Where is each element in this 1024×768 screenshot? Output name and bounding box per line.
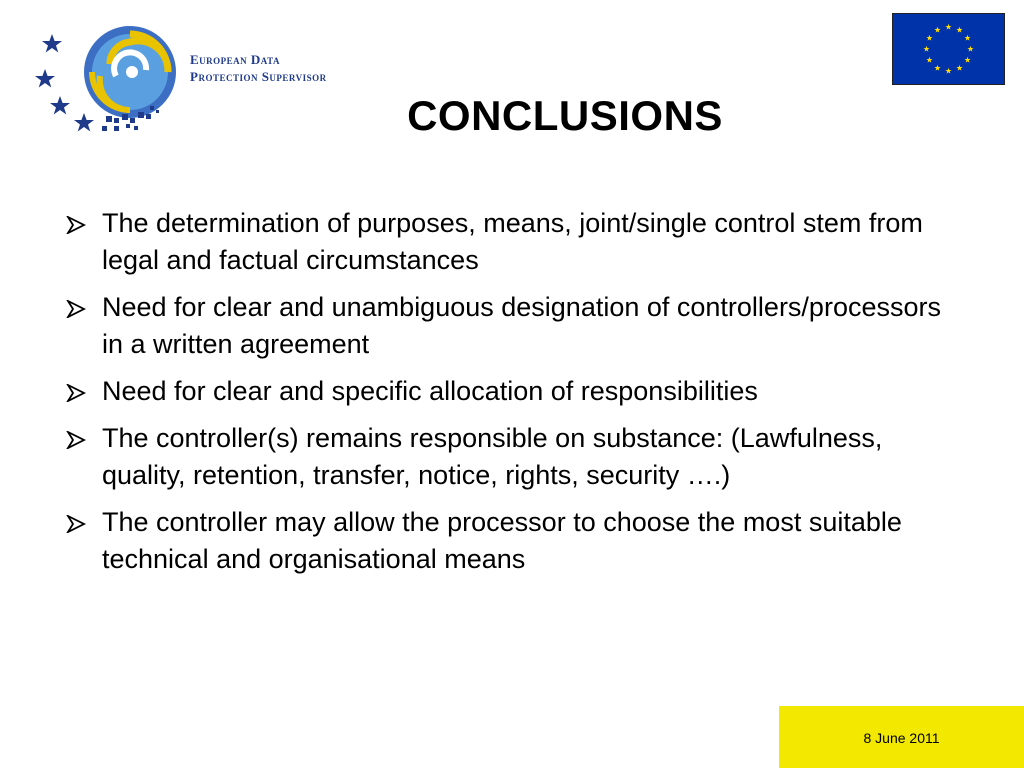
bullet-item (66, 289, 966, 363)
bullet-item (66, 504, 966, 578)
footer-box (779, 706, 1024, 768)
bullet-text: The controller may allow the processor to choose the most suitable technical and organisational means (102, 507, 902, 574)
eu-flag-icon (892, 13, 1005, 85)
bullet-item (66, 205, 966, 279)
footer-date: 8 June 2011 (863, 730, 940, 746)
arrow-bullet-icon (66, 384, 86, 402)
bullet-item (66, 373, 966, 410)
bullet-text: The determination of purposes, means, joint/single control stem from legal and factual circumstances (102, 208, 923, 275)
logo-wordmark (190, 51, 327, 85)
slide-title: CONCLUSIONS (407, 92, 723, 139)
arrow-bullet-icon (66, 431, 86, 449)
logo-line-2: Protection Supervisor (190, 69, 327, 84)
arrow-bullet-icon (66, 216, 86, 234)
bullet-text: Need for clear and unambiguous designation of controllers/processors in a written agreement (102, 292, 941, 359)
arrow-bullet-icon (66, 515, 86, 533)
bullet-list (66, 205, 966, 588)
bullet-item (66, 420, 966, 494)
logo-line-1: European Data (190, 52, 280, 67)
arrow-bullet-icon (66, 300, 86, 318)
bullet-text: Need for clear and specific allocation of responsibilities (102, 376, 758, 406)
bullet-text: The controller(s) remains responsible on substance: (Lawfulness, quality, retention, transfer, notice, rights, security ….) (102, 423, 883, 490)
